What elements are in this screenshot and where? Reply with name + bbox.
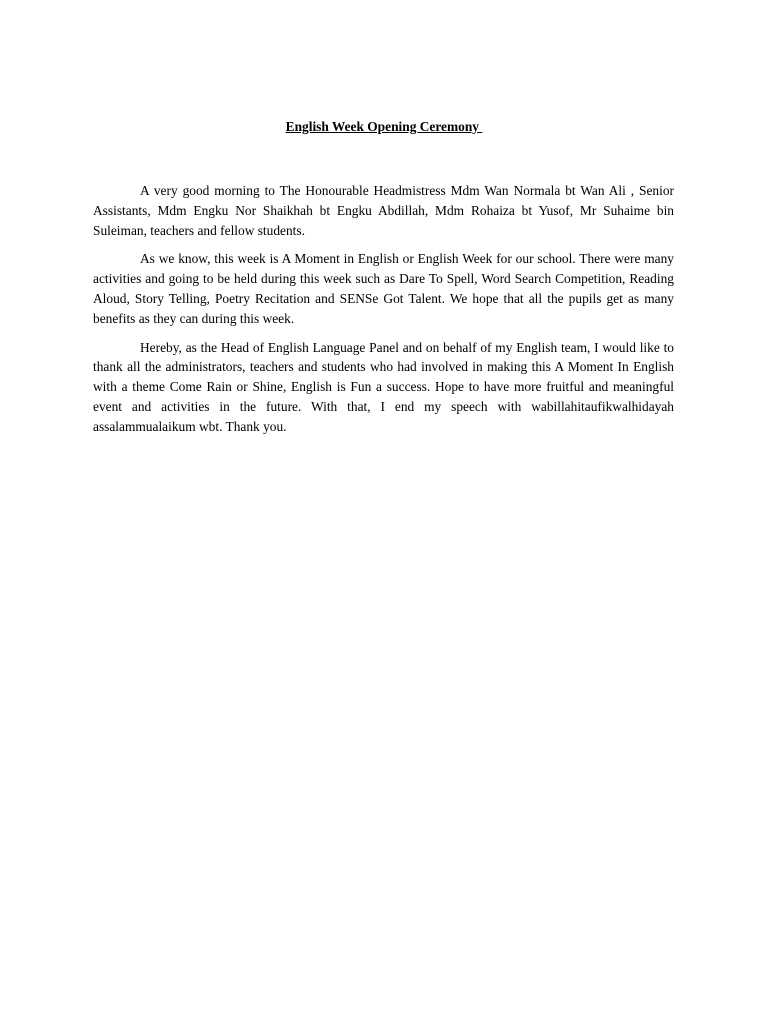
document-title: English Week Opening Ceremony (285, 119, 483, 134)
paragraph-greeting: A very good morning to The Honourable Headmistress Mdm Wan Normala bt Wan Ali , Senior Assistants, Mdm Engku Nor Shaikhah bt Engku Abdillah, Mdm Rohaiza bt Yusof, Mr Suhaime bin Suleiman, teachers and fellow students. (93, 183, 674, 238)
paragraph-activities: As we know, this week is A Moment in English or English Week for our school. There were many activities and going to be held during this week such as Dare To Spell, Word Search Competition, Reading Aloud, Story Telling, Poetry Recitation and SENSe Got Talent. We hope that all the pupils get as many benefits as they can during this week. (93, 251, 674, 326)
paragraph-closing: Hereby, as the Head of English Language Panel and on behalf of my English team, I would like to thank all the administrators, teachers and students who had involved in making this A Moment In English with a theme Come Rain or Shine, English is Fun a success. Hope to have more fruitful and meaningful event and activities in the future. With that, I end my speech with wabillahitaufikwalhidayah assalammualaikum wbt. Thank you. (93, 339, 674, 434)
document-body (93, 181, 674, 446)
